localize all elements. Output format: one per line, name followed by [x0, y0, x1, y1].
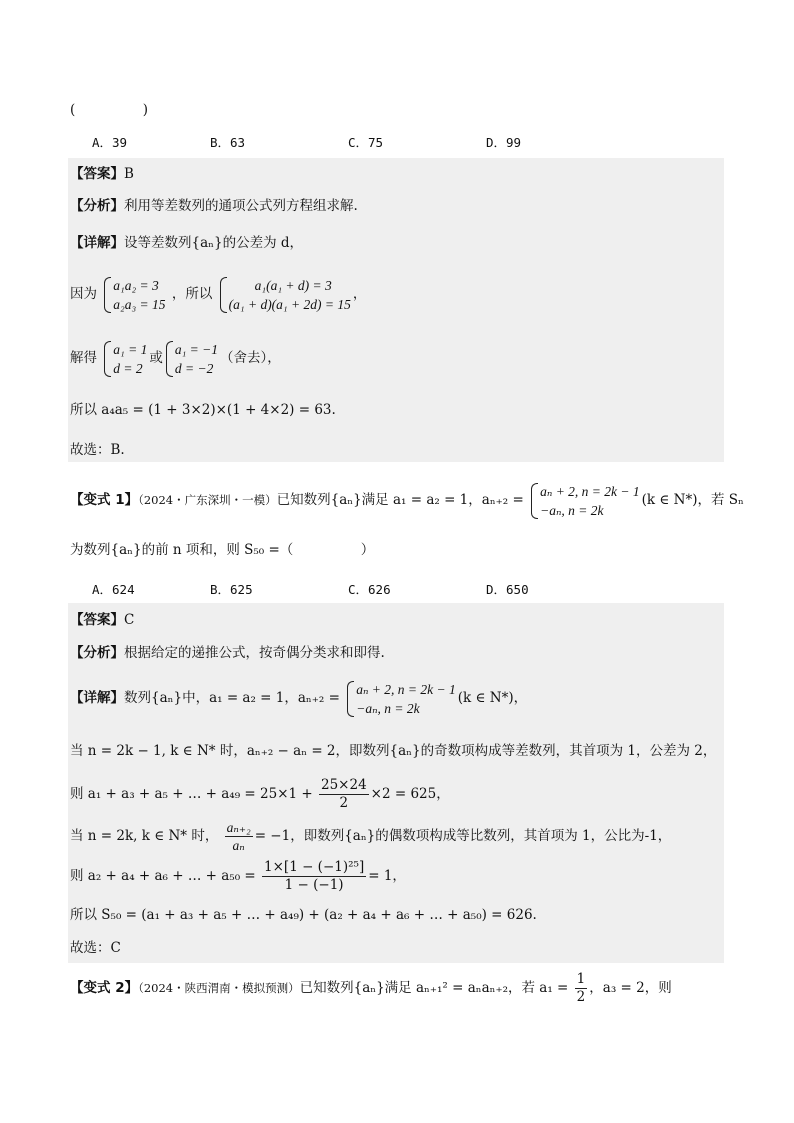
choose-line: 故选：C — [70, 940, 121, 956]
system-given: a₁a₂ = 3 a₂a₃ = 15 — [103, 276, 165, 314]
result-line: 所以 a₄a₅ = (1 + 3×2)×(1 + 4×2) = 63. — [70, 402, 336, 418]
option-a: A．39 — [92, 135, 128, 150]
analysis-line: 【分析】根据给定的递推公式，按奇偶分类求和即得. — [70, 645, 385, 661]
variant-1-stem: 【变式 1】（2024・广东深圳・一模）已知数列{aₙ}满足 a₁ = a₂ = 1，aₙ₊₂ = aₙ + 2, n = 2k − 1 −aₙ, n = 2k (k ∈ N*)，若 Sₙ — [70, 483, 744, 518]
even-case-line: 当 n = 2k, k ∈ N* 时， $\frac{\text{aₙ₊₂}}{\text{aₙ}}$ = −1，即数列{aₙ}的偶数项构成等比数列，其首项为 1，公比为-1， — [70, 820, 672, 853]
solution-line: 解得 a₁ = 1 d = 2 或 a₁ = −1 d = −2 （舍去）， — [70, 341, 281, 376]
option-d: D．650 — [486, 582, 529, 597]
equation-system-line: 因为 a₁a₂ = 3 a₂a₃ = 15 ，所以 a₁(a₁ + d) = 3 (a₁ + d)(a₁ + 2d) = 15 ， — [70, 277, 367, 312]
option-c: C．75 — [348, 135, 384, 150]
variant-2-stem: 【变式 2】（2024・陕西渭南・模拟预测）已知数列{aₙ}满足 aₙ₊₁² = aₙaₙ₊₂，若 a₁ = $\frac{1}{2}$ ，a₃ = 2，则 — [70, 971, 672, 1005]
detail-line: 【详解】设等差数列{aₙ}的公差为 d， — [70, 235, 303, 251]
option-a: A．624 — [92, 582, 135, 597]
odd-case-line: 当 n = 2k − 1, k ∈ N* 时，aₙ₊₂ − aₙ = 2，即数列{aₙ}的奇数项构成等差数列，其首项为 1，公差为 2， — [70, 743, 717, 759]
variant-1-stem-cont: 为数列{aₙ}的前 n 项和，则 S₅₀ =（ ） — [70, 542, 375, 558]
choose-line: 故选：B. — [70, 442, 125, 458]
answer-blank: ( ) — [70, 102, 149, 118]
option-b: B．625 — [210, 582, 253, 597]
total-line: 所以 S₅₀ = (a₁ + a₃ + a₅ + … + a₄₉) + (a₂ + a₄ + a₆ + … + a₅₀) = 626. — [70, 907, 537, 923]
option-c: C．626 — [348, 582, 391, 597]
odd-sum-line: 则 a₁ + a₃ + a₅ + … + a₄₉ = 25×1 + $\frac{25\times 24}{2}$ ×2 = 625， — [70, 777, 450, 811]
option-b: B．63 — [210, 135, 246, 150]
even-sum-line: 则 a₂ + a₄ + a₆ + … + a₅₀ = $\frac{\text{1×[1 − (−1)²⁵]}}{1 - (-1)}$ = 1， — [70, 859, 406, 893]
detail-line: 【详解】数列{aₙ}中，a₁ = a₂ = 1，aₙ₊₂ = aₙ + 2, n = 2k − 1 −aₙ, n = 2k (k ∈ N*)， — [70, 681, 528, 716]
answer-line: 【答案】B — [70, 166, 134, 182]
answer-line: 【答案】C — [70, 612, 135, 628]
analysis-line: 【分析】利用等差数列的通项公式列方程组求解. — [70, 198, 358, 214]
system-derived: a₁(a₁ + d) = 3 (a₁ + d)(a₁ + 2d) = 15 — [219, 276, 351, 314]
option-d: D．99 — [486, 135, 522, 150]
